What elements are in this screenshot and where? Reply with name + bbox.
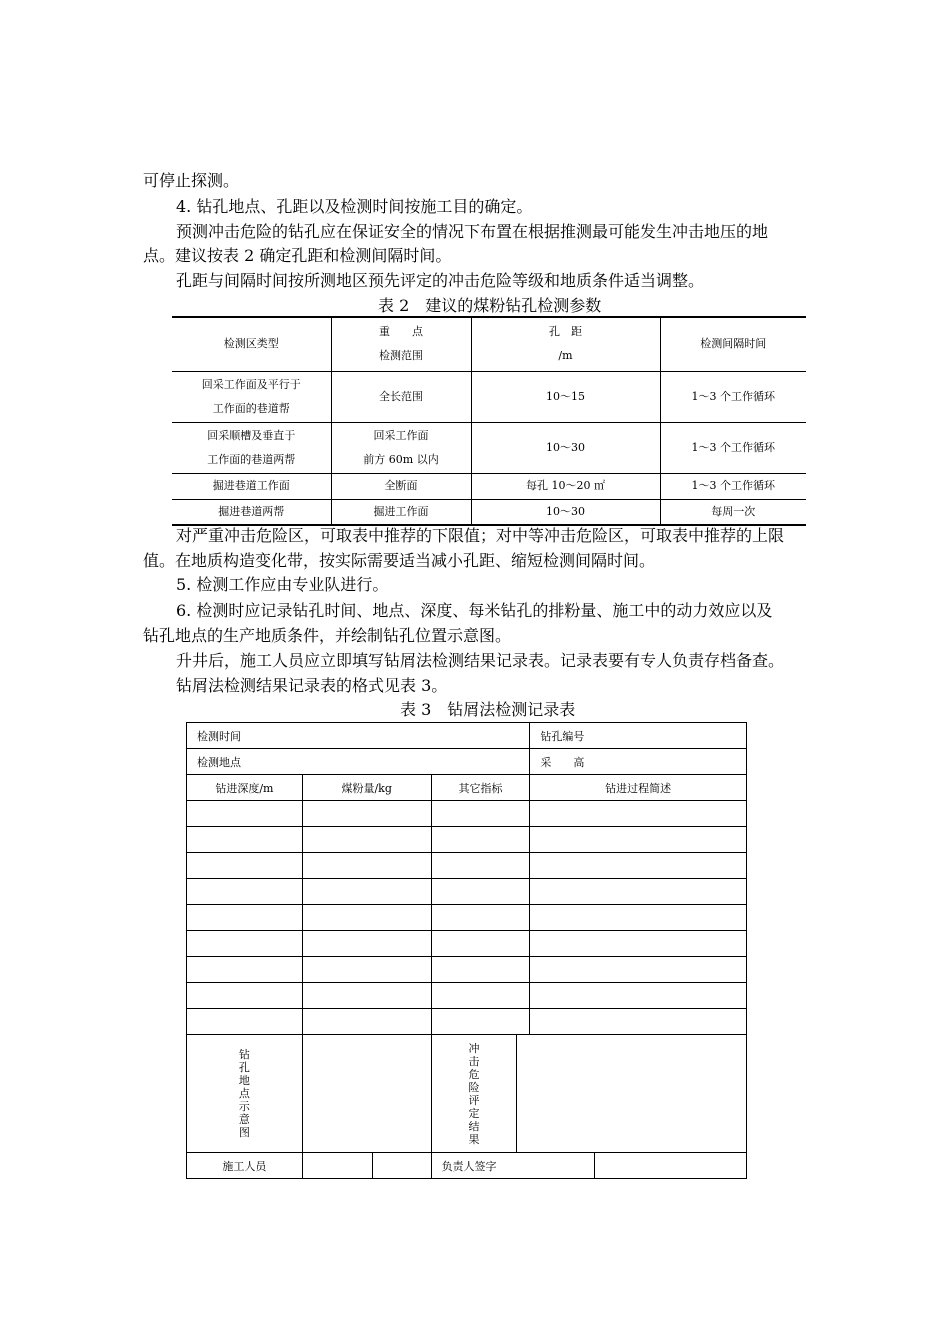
table-cell: 10～30 [471,499,660,525]
table-3-sketch-row [187,1035,747,1153]
paragraph-3-line-2: 点。建议按表 2 确定孔距和检测间隔时间。 [143,246,452,265]
table-row [187,1009,747,1035]
table-row [172,422,806,473]
table-2-header-range: 重 点 检测范围 [331,317,471,371]
table-2-header-interval: 检测间隔时间 [660,317,806,371]
paragraph-3-line-1: 预测冲击危险的钻孔应在保证安全的情况下布置在根据推测最可能发生冲击地压的地 [176,222,769,241]
paragraph-8: 升井后，施工人员应立即填写钻屑法检测结果记录表。记录表要有专人负责存档备查。 [176,651,785,670]
table-3 [186,722,747,1179]
table-cell: 掘进工作面 [331,499,471,525]
result-area [517,1035,747,1153]
table-2-caption: 表 2 建议的煤粉钻孔检测参数 [378,296,602,315]
table-row [187,983,747,1009]
paragraph-7-line-2: 钻孔地点的生产地质条件，并绘制钻孔位置示意图。 [143,626,512,645]
worker-label: 施工人员 [187,1153,303,1179]
worker-value [302,1153,372,1179]
other-indicator-header: 其它指标 [431,775,530,801]
table-row [187,905,747,931]
leader-label: 负责人签字 [431,1153,595,1179]
table-3-signature-row [187,1153,747,1179]
paragraph-5-line-1: 对严重冲击危险区，可取表中推荐的下限值；对中等冲击危险区，可取表中推荐的上限 [176,526,785,545]
detection-time-label: 检测时间 [187,723,530,749]
table-row [187,957,747,983]
table-3-caption: 表 3 钻屑法检测记录表 [400,700,576,719]
paragraph-1: 可停止探测。 [143,171,240,190]
paragraph-2: 4. 钻孔地点、孔距以及检测时间按施工目的确定。 [176,197,533,216]
table-2-header-type: 检测区类型 [172,317,331,371]
leader-signature [595,1153,747,1179]
table-cell: 回采工作面及平行于 工作面的巷道帮 [172,371,331,422]
table-row [187,853,747,879]
table-cell: 回采顺槽及垂直于 工作面的巷道两帮 [172,422,331,473]
paragraph-6: 5. 检测工作应由专业队进行。 [176,575,389,594]
depth-header: 钻进深度/m [187,775,303,801]
table-3-row-location [187,749,747,775]
sketch-label-cell [187,1035,303,1153]
paragraph-5-line-2: 值。在地质构造变化带，按实际需要适当减小孔距、缩短检测间隔时间。 [143,551,656,570]
table-row [172,499,806,525]
mining-height-label: 采 高 [530,749,747,775]
table-row [187,879,747,905]
result-label-cell [431,1035,517,1153]
table-row [187,827,747,853]
table-cell: 掘进巷道工作面 [172,473,331,499]
table-row [172,473,806,499]
detection-location-label: 检测地点 [187,749,530,775]
table-cell: 1～3 个工作循环 [660,371,806,422]
hole-number-label: 钻孔编号 [530,723,747,749]
table-2-header-distance: 孔 距 /m [471,317,660,371]
table-row [187,931,747,957]
table-cell: 全断面 [331,473,471,499]
table-row [187,801,747,827]
sketch-label: 钻孔地点示意图 [238,1048,250,1139]
paragraph-4: 孔距与间隔时间按所测地区预先评定的冲击危险等级和地质条件适当调整。 [176,271,705,290]
table-cell: 全长范围 [331,371,471,422]
table-row [172,371,806,422]
table-cell: 每孔 10～20 ㎡ [471,473,660,499]
table-cell: 10～15 [471,371,660,422]
table-cell: 回采工作面 前方 60m 以内 [331,422,471,473]
table-2-header-row [172,317,806,371]
table-cell: 1～3 个工作循环 [660,473,806,499]
paragraph-9: 钻屑法检测结果记录表的格式见表 3。 [176,676,448,695]
sketch-area [302,1035,431,1153]
process-header: 钻进过程简述 [530,775,747,801]
table-3-header-row [187,775,747,801]
table-cell: 1～3 个工作循环 [660,422,806,473]
table-3-row-time [187,723,747,749]
paragraph-7-line-1: 6. 检测时应记录钻孔时间、地点、深度、每米钻孔的排粉量、施工中的动力效应以及 [176,601,773,620]
table-2 [172,316,806,526]
worker-value-extra [372,1153,431,1179]
table-cell: 每周一次 [660,499,806,525]
table-cell: 掘进巷道两帮 [172,499,331,525]
table-cell: 10～30 [471,422,660,473]
powder-header: 煤粉量/kg [302,775,431,801]
result-label: 冲击危险评定结果 [468,1041,480,1146]
